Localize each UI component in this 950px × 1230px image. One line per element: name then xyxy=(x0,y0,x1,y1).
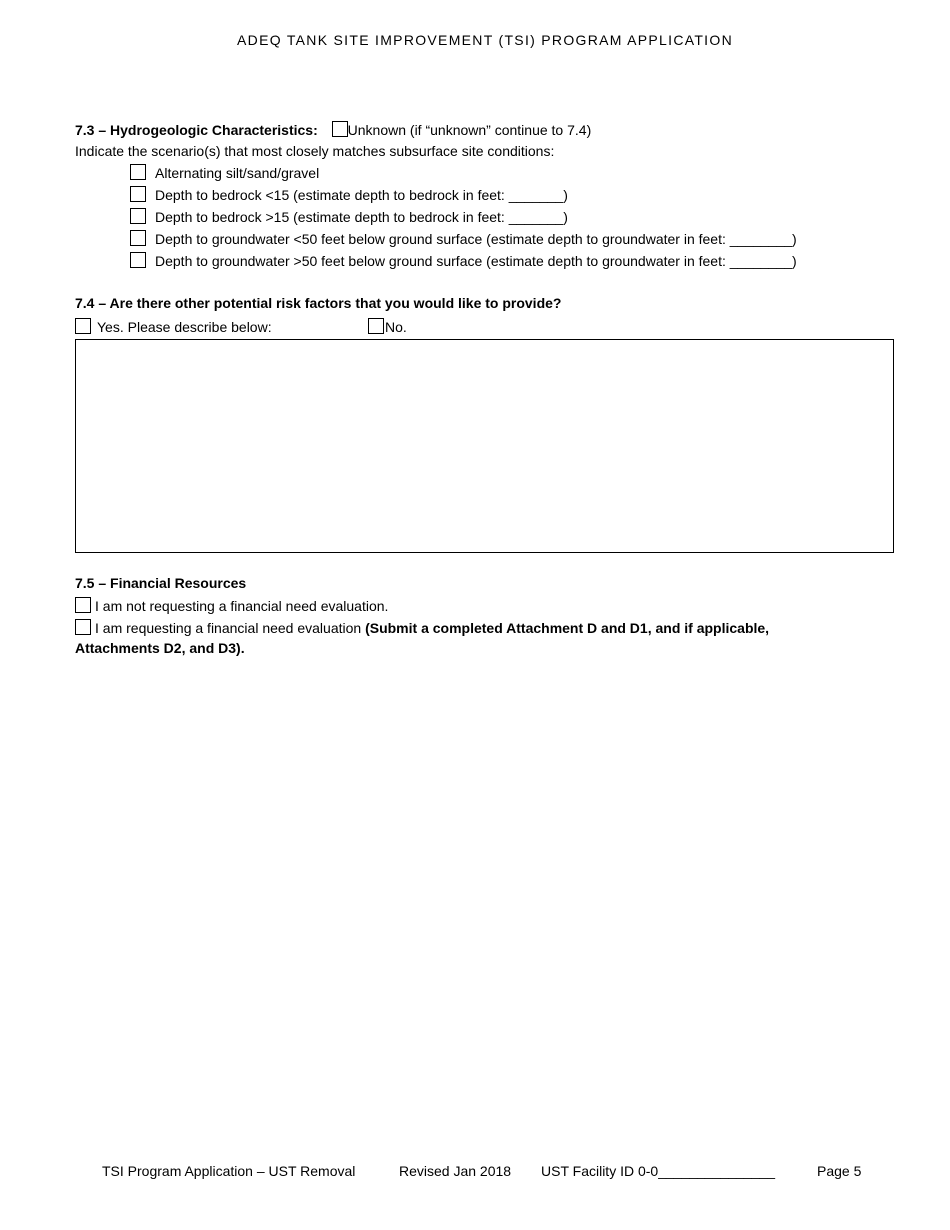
not-requesting-label: I am not requesting a financial need evaluation. xyxy=(95,598,389,614)
scenario-checkbox[interactable] xyxy=(130,230,146,246)
scenario-label: Depth to bedrock >15 (estimate depth to bedrock in feet: _______) xyxy=(155,209,568,225)
scenario-checkbox[interactable] xyxy=(130,186,146,202)
scenario-option xyxy=(130,252,797,269)
scenario-option xyxy=(130,208,568,225)
scenario-checkbox[interactable] xyxy=(130,164,146,180)
scenario-label: Depth to groundwater >50 feet below ground surface (estimate depth to groundwater in feet: ________) xyxy=(155,253,797,269)
page-header-title: ADEQ TANK SITE IMPROVEMENT (TSI) PROGRAM APPLICATION xyxy=(237,32,733,48)
scenario-option xyxy=(130,186,568,203)
scenario-label: Depth to groundwater <50 feet below ground surface (estimate depth to groundwater in feet: ________) xyxy=(155,231,797,247)
scenario-label: Depth to bedrock <15 (estimate depth to bedrock in feet: _______) xyxy=(155,187,568,203)
financial-option-requesting xyxy=(75,619,769,636)
requesting-checkbox[interactable] xyxy=(75,619,91,635)
requesting-instruction-line2: Attachments D2, and D3). xyxy=(75,640,245,656)
footer-application: TSI Program Application – UST Removal xyxy=(102,1163,356,1179)
risk-yes-option xyxy=(75,318,272,335)
section-7-5-heading: 7.5 – Financial Resources xyxy=(75,575,247,591)
section-7-4-heading: 7.4 – Are there other potential risk factors that you would like to provide? xyxy=(75,295,562,311)
section-7-3-instruction: Indicate the scenario(s) that most closely matches subsurface site conditions: xyxy=(75,143,555,159)
scenario-checkbox[interactable] xyxy=(130,208,146,224)
scenario-checkbox[interactable] xyxy=(130,252,146,268)
requesting-label: I am requesting a financial need evaluation xyxy=(95,620,366,636)
section-7-3-heading: 7.3 – Hydrogeologic Characteristics: xyxy=(75,122,318,138)
risk-no-label: No. xyxy=(385,319,407,335)
scenario-option xyxy=(130,164,319,181)
risk-yes-label: Yes. Please describe below: xyxy=(97,319,272,335)
requesting-instruction-line1: (Submit a completed Attachment D and D1, and if applicable, xyxy=(365,620,770,636)
risk-yes-checkbox[interactable] xyxy=(75,318,91,334)
unknown-checkbox[interactable] xyxy=(332,121,348,137)
scenario-option xyxy=(130,230,797,247)
unknown-label: Unknown (if “unknown” continue to 7.4) xyxy=(347,122,592,138)
financial-option-not-requesting xyxy=(75,597,388,614)
not-requesting-checkbox[interactable] xyxy=(75,597,91,613)
risk-no-option xyxy=(368,318,407,335)
risk-no-checkbox[interactable] xyxy=(368,318,384,334)
footer-facility-id: UST Facility ID 0-0_______________ xyxy=(541,1163,776,1179)
footer-revised: Revised Jan 2018 xyxy=(399,1163,512,1179)
risk-description-textarea[interactable] xyxy=(75,339,894,553)
section-7-3-heading-line xyxy=(75,121,591,138)
scenario-label: Alternating silt/sand/gravel xyxy=(155,165,320,181)
footer-page-number: Page 5 xyxy=(817,1163,862,1179)
